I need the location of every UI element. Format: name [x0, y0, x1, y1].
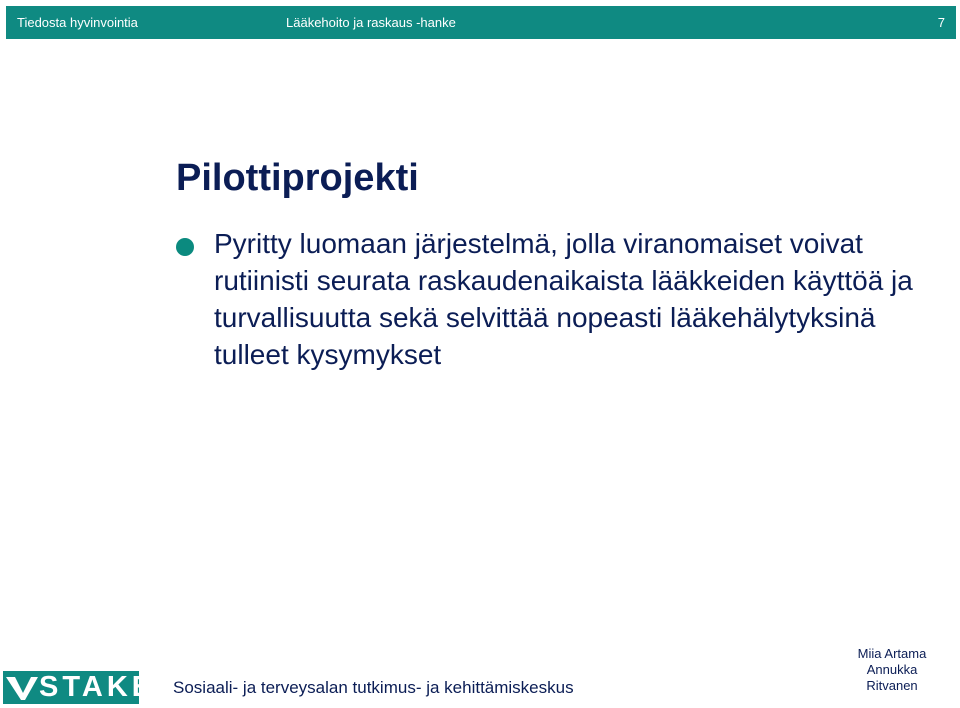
bullet-icon: [176, 238, 194, 256]
footer-organization: Sosiaali- ja terveysalan tutkimus- ja kehittämiskeskus: [173, 678, 574, 697]
authors: [842, 646, 942, 694]
author-line: Annukka: [866, 662, 918, 677]
header-bar: [6, 6, 956, 39]
bullet-text: Pyritty luomaan järjestelmä, jolla viranomaiset voivat rutiinisti seurata raskaudenaikaista lääkkeiden käyttöä ja turvallisuutta sekä selvittää nopeasti lääkehälytyksinä tulleet kysymykset: [214, 228, 913, 370]
header-left-text: Tiedosta hyvinvointia: [17, 15, 138, 30]
slide-title: Pilottiprojekti: [176, 157, 419, 199]
slide-number: 7: [937, 15, 945, 30]
stakes-logo: [3, 671, 179, 704]
author-line: Miia Artama: [857, 646, 927, 661]
author-line: Ritvanen: [866, 678, 918, 693]
logo-wordmark: STAKES: [39, 671, 179, 703]
logo-v-mark-icon: [3, 671, 43, 704]
header-project-text: Lääkehoito ja raskaus -hanke: [286, 15, 456, 30]
